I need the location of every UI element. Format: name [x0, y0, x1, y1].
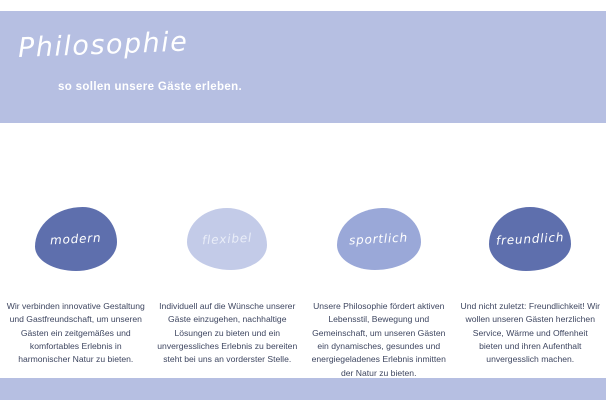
- hero-band: [0, 11, 606, 123]
- page-title: Philosophie: [17, 26, 189, 64]
- footer-band: [0, 378, 606, 400]
- blob-shape-modern: [35, 207, 117, 271]
- blob-wrap-freundlich: [455, 200, 606, 278]
- philosophy-column-modern: [0, 200, 152, 367]
- blob-wrap-sportlich: [303, 200, 455, 278]
- page-subtitle: so sollen unsere Gäste erleben.: [58, 81, 243, 93]
- blob-label-freundlich: freundlich: [495, 230, 565, 248]
- philosophy-text-flexibel: Individuell auf die Wünsche unserer Gäste einzugehen, nachhaltige Lösungen zu bieten und ein unvergessliches Erlebnis zu bereiten steht bei uns an vorderster Stelle.: [157, 301, 298, 365]
- philosophy-text-freundlich: Und nicht zuletzt: Freundlichkeit! Wir wollen unseren Gästen herzlichen Service, Wärme und Offenheit bieten und ihren Aufenthalt unvergesslich machen.: [460, 301, 600, 365]
- philosophy-column-sportlich: [303, 200, 455, 380]
- blob-wrap-flexibel: [152, 200, 304, 278]
- blob-label-modern: modern: [49, 230, 102, 248]
- blob-label-sportlich: sportlich: [348, 230, 409, 248]
- philosophy-columns: [0, 200, 606, 380]
- blob-shape-flexibel: [187, 208, 267, 270]
- blob-shape-freundlich: [489, 207, 571, 271]
- philosophy-column-flexibel: [152, 200, 304, 367]
- philosophy-text-modern: Wir verbinden innovative Gestaltung und Gastfreundschaft, um unseren Gästen ein zeitgemäßes und komfortables Erlebnis in harmonischer Natur zu bieten.: [6, 301, 145, 365]
- philosophy-column-freundlich: [455, 200, 606, 367]
- blob-label-flexibel: flexibel: [201, 230, 253, 248]
- blob-shape-sportlich: [337, 208, 421, 270]
- blob-wrap-modern: [0, 200, 152, 278]
- philosophy-text-sportlich: Unsere Philosophie fördert aktiven Lebensstil, Bewegung und Gemeinschaft, um unseren Gästen ein dynamisches, gesundes und energiegeladenes Erlebnis inmitten der Natur zu bieten.: [311, 301, 446, 378]
